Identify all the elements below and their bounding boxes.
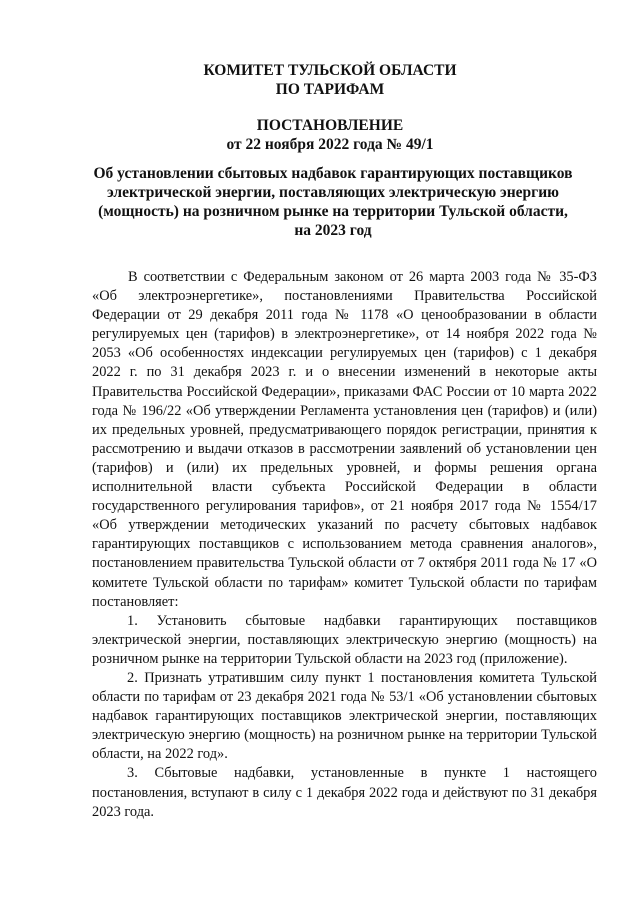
- document-type: ПОСТАНОВЛЕНИЕ: [256, 117, 404, 134]
- authority-line-2: ПО ТАРИФАМ: [275, 81, 385, 98]
- resolution-item-3: 3. Сбытовые надбавки, установленные в пункте 1 настоящего постановления, вступают в силу с 1 декабря 2022 года и действуют по 31 декабря 2023 года.: [92, 765, 597, 820]
- title-line-3: (мощность) на розничном рынке на территории Тульской области,: [98, 203, 568, 220]
- document-body: [92, 268, 597, 822]
- issuing-authority: [20, 61, 640, 99]
- resolution-item-2: 2. Признать утратившим силу пункт 1 постановления комитета Тульской области по тарифам от 23 декабря 2021 года № 53/1 «Об установлении сбытовых надбавок гарантирующих поставщиков электрической энергии, поставляющих электрическую энергию (мощность) на розничном рынке на территории Тульской области, на 2022 год».: [92, 669, 597, 763]
- document-title: [22, 164, 640, 240]
- document-heading: [20, 116, 640, 154]
- preamble-paragraph: В соответствии с Федеральным законом от 26 марта 2003 года № 35-ФЗ «Об электроэнергетике», постановлениями Правительства Российской Федерации от 29 декабря 2011 года № 1178 «О ценообразовании в области регулируемых цен (тарифов) в электроэнергетике», от 14 ноября 2022 года № 2053 «Об особенностях индексации регулируемых цен (тарифов) с 1 декабря 2022 г. по 31 декабря 2023 г. и о внесении изменений в некоторые акты Правительства Российской Федерации», приказами ФАС России от 10 марта 2022 года № 196/22 «Об утверждении Регламента установления цен (тарифов) и (или) их предельных уровней, предусматривающего порядок регистрации, принятия к рассмотрению и выдачи отказов в рассмотрении заявлений об установлении цен (тарифов) и (или) их предельных уровней, и формы решения органа исполнительной власти субъекта Российской Федерации в области государственного регулирования тарифов», от 21 ноября 2017 года № 1554/17 «Об утверждении методических указаний по расчету сбытовых надбавок гарантирующих поставщиков с использованием метода сравнения аналогов», постановлением правительства Тульской области от 7 октября 2011 года № 17 «О комитете Тульской области по тарифам» комитет Тульской области по тарифам постановляет:: [92, 269, 597, 610]
- title-line-4: на 2023 год: [294, 222, 372, 239]
- authority-line-1: КОМИТЕТ ТУЛЬСКОЙ ОБЛАСТИ: [203, 62, 457, 79]
- resolution-item-1: 1. Установить сбытовые надбавки гарантирующих поставщиков электрической энергии, поставляющих электрическую энергию (мощность) на розничном рынке на территории Тульской области на 2023 год (приложение).: [92, 612, 597, 667]
- document-date-number: от 22 ноября 2022 года № 49/1: [226, 136, 434, 153]
- title-line-2: электрической энергии, поставляющих электрическую энергию: [107, 184, 559, 201]
- title-line-1: Об установлении сбытовых надбавок гарантирующих поставщиков: [93, 165, 573, 182]
